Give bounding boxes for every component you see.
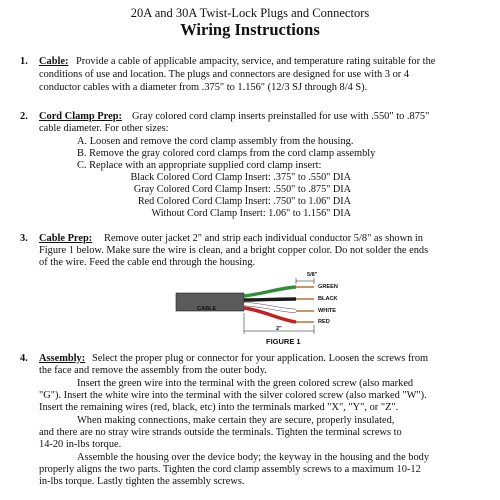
step-b: B. Remove the gray colored cord clamps from the cord clamp assembly	[77, 148, 376, 159]
assembly-line: "G"). Insert the white wire into the terminal with the silver colored screw (also marked "W").	[39, 390, 427, 401]
assembly-line: 14-20 in-lbs torque.	[39, 439, 122, 450]
section-number: 4.	[20, 353, 28, 364]
jacket-length-label: 2"	[276, 326, 282, 332]
section-heading: Cable Prep:	[39, 233, 93, 244]
wire-green	[244, 287, 296, 296]
wire-label-green: GREEN	[318, 284, 338, 290]
section-text-line: conditions of use and location. The plugs and connectors are designed for use with 3 or 4	[39, 69, 410, 80]
section-text-line: Provide a cable of applicable ampacity, service, and temperature rating suitable for the	[76, 56, 436, 67]
insert-spec: Without Cord Clamp Insert: 1.06" to 1.156" DIA	[151, 208, 351, 219]
section-text-line: Remove outer jacket 2" and strip each individual conductor 5/8" as shown in	[104, 233, 423, 244]
assembly-line: properly aligns the two parts. Tighten the cord clamp assembly screws to a maximum 10-12	[39, 464, 421, 475]
figure-caption: FIGURE 1	[266, 337, 301, 346]
section-number: 3.	[20, 233, 28, 244]
section-number: 2.	[20, 111, 28, 122]
assembly-line: Insert the green wire into the terminal with the green colored screw (also marked	[77, 378, 414, 389]
section-text-line: conductor cables with a diameter from .375" to 1.156" (12/3 SJ through 8/4 S).	[39, 82, 368, 93]
step-a: A. Loosen and remove the cord clamp assembly from the housing.	[77, 136, 354, 147]
section-text-line: Gray colored cord clamp inserts preinstalled for use with .550" to .875"	[132, 111, 430, 122]
step-c: C. Replace with an appropriate supplied cord clamp insert:	[77, 160, 322, 171]
section-text-line: cable diameter. For other sizes:	[39, 123, 169, 134]
section-number: 1.	[20, 56, 28, 67]
wire-label-red: RED	[318, 319, 330, 325]
insert-spec: Gray Colored Cord Clamp Insert: .550" to .875" DIA	[133, 184, 351, 195]
cable-label: CABLE	[197, 306, 217, 312]
assembly-line: the face and remove the assembly from the outer body.	[39, 365, 267, 376]
document-subtitle: 20A and 30A Twist-Lock Plugs and Connectors	[130, 6, 370, 20]
insert-spec: Black Colored Cord Clamp Insert: .375" to .550" DIA	[130, 172, 351, 183]
section-heading: Cable:	[39, 56, 69, 67]
assembly-line: in-lbs torque. Lastly tighten the assembly screws.	[39, 476, 245, 487]
assembly-line: and there are no stray wire strands outside the terminals. Tighten the terminal screws to	[39, 427, 402, 438]
section-heading: Cord Clamp Prep:	[39, 111, 122, 122]
wire-label-black: BLACK	[318, 296, 338, 302]
insert-spec: Red Colored Cord Clamp Insert: .750" to 1.06" DIA	[137, 196, 351, 207]
assembly-line: When making connections, make certain they are secure, properly insulated,	[77, 415, 395, 426]
strip-length-label: 5/8"	[307, 272, 318, 278]
section-heading: Assembly:	[39, 353, 86, 364]
assembly-line: Select the proper plug or connector for your application. Loosen the screws from	[92, 353, 429, 364]
assembly-line: Assemble the housing over the device body; the keyway in the housing and the body	[77, 452, 430, 463]
section-text-line: Figure 1 below. Make sure the wire is clean, and a bright copper color. Do not solder the ends	[39, 245, 429, 256]
assembly-line: Insert the remaining wires (red, black, etc) into the terminals marked "X", "Y", or "Z".	[39, 402, 399, 413]
wire-label-white: WHITE	[318, 308, 337, 314]
section-text-line: of the wire. Feed the cable end through the housing.	[39, 257, 256, 268]
document-title: Wiring Instructions	[180, 20, 320, 39]
wire-black	[244, 299, 296, 300]
